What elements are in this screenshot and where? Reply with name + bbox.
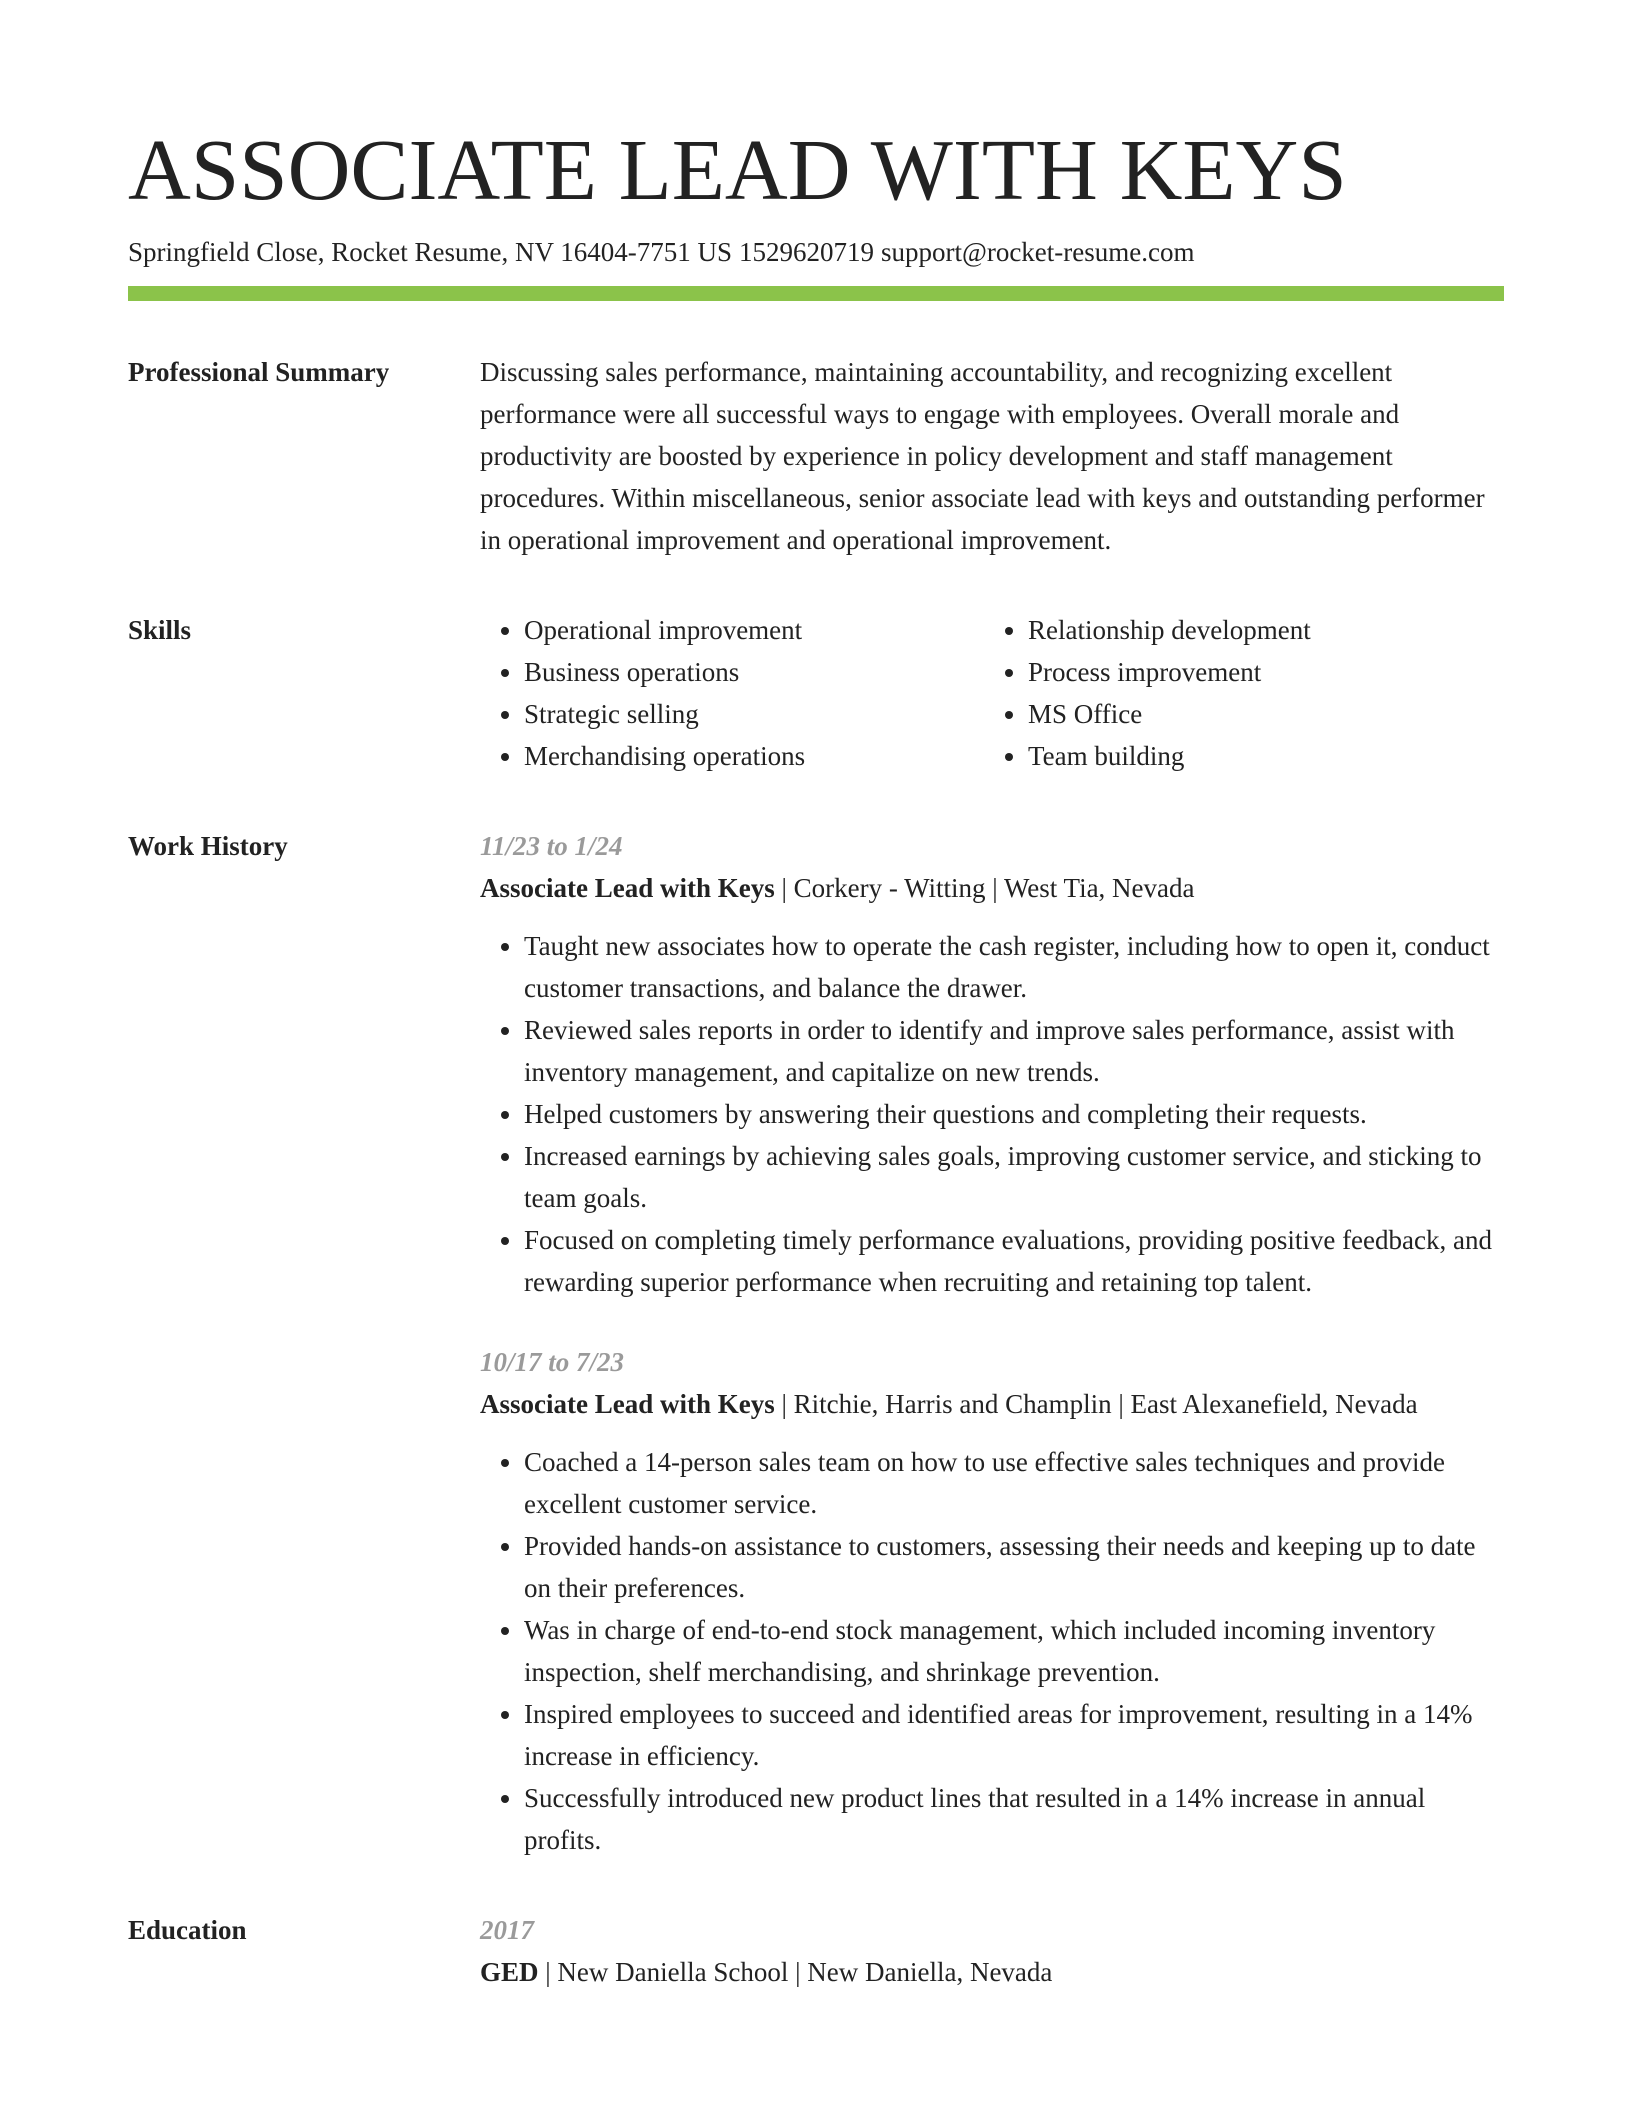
education-section [128,1909,1504,1993]
skills-list-left [480,609,984,777]
job-title: Associate Lead with Keys [480,873,775,903]
contact-email: support@rocket-resume.com [880,237,1195,267]
skill-item: • MS Office [1028,693,1488,735]
job-bullet: • Coached a 14-person sales team on how to use effective sales techniques and provide excellent customer service. [524,1441,1504,1525]
skill-item: • Merchandising operations [524,735,984,777]
job-role-line [480,867,1504,909]
accent-divider [128,286,1504,301]
education-degree: GED [480,1957,539,1987]
job-bullet: • Inspired employees to succeed and identified areas for improvement, resulting in a 14% increase in efficiency. [524,1693,1504,1777]
job-bullet: • Increased earnings by achieving sales goals, improving customer service, and sticking to team goals. [524,1135,1504,1219]
education-year: 2017 [480,1915,534,1945]
contact-phone: 1529620719 [738,237,874,267]
job-dates: 10/17 to 7/23 [480,1347,625,1377]
skills-heading: Skills [128,615,192,645]
job-dates: 11/23 to 1/24 [480,831,623,861]
skill-item: • Relationship development [1028,609,1488,651]
skill-item: • Business operations [524,651,984,693]
job-bullet: • Focused on completing timely performance evaluations, providing positive feedback, and rewarding superior performance when recruiting and retaining top talent. [524,1219,1504,1303]
skill-item: • Team building [1028,735,1488,777]
job-details: | Corkery - Witting | West Tia, Nevada [774,873,1195,903]
job-bullet: • Taught new associates how to operate the cash register, including how to open it, conduct customer transactions, and balance the drawer. [524,925,1504,1009]
job-bullet: • Provided hands-on assistance to customers, assessing their needs and keeping up to date on their preferences. [524,1525,1504,1609]
job-bullet: • Reviewed sales reports in order to identify and improve sales performance, assist with inventory management, and capitalize on new trends. [524,1009,1504,1093]
education-heading: Education [128,1915,247,1945]
skills-list-right [984,609,1488,777]
job-bullet: • Successfully introduced new product lines that resulted in a 14% increase in annual profits. [524,1777,1504,1861]
summary-section [128,351,1504,561]
job-bullets [480,925,1504,1303]
summary-text: Discussing sales performance, maintaining accountability, and recognizing excellent performance were all successful ways to engage with employees. Overall morale and productivity are boosted by experience in policy development and staff management procedures. Within miscellaneous, senior associate lead with keys and outstanding performer in operational improvement and operational improvement. [480,357,1485,555]
job-details: | Ritchie, Harris and Champlin | East Alexanefield, Nevada [774,1389,1418,1419]
job-bullets [480,1441,1504,1861]
education-line [480,1951,1504,1993]
contact-address: Springfield Close, Rocket Resume, NV 16404-7751 US [128,237,732,267]
work-history-heading: Work History [128,831,288,861]
skill-item: • Operational improvement [524,609,984,651]
resume-name: ASSOCIATE LEAD WITH KEYS [128,121,1347,218]
job-entry [480,1341,1504,1861]
skill-item: • Process improvement [1028,651,1488,693]
resume-page [128,118,1504,1993]
job-bullet: • Was in charge of end-to-end stock management, which included incoming inventory inspection, shelf merchandising, and shrinkage prevention. [524,1609,1504,1693]
education-details: | New Daniella School | New Daniella, Nevada [538,1957,1053,1987]
contact-line [128,234,1504,270]
job-role-line [480,1383,1504,1425]
work-history-section [128,825,1504,1861]
summary-heading: Professional Summary [128,357,390,387]
job-title: Associate Lead with Keys [480,1389,775,1419]
skills-section [128,609,1504,777]
skill-item: • Strategic selling [524,693,984,735]
job-bullet: • Helped customers by answering their questions and completing their requests. [524,1093,1504,1135]
job-entry [480,825,1504,1303]
